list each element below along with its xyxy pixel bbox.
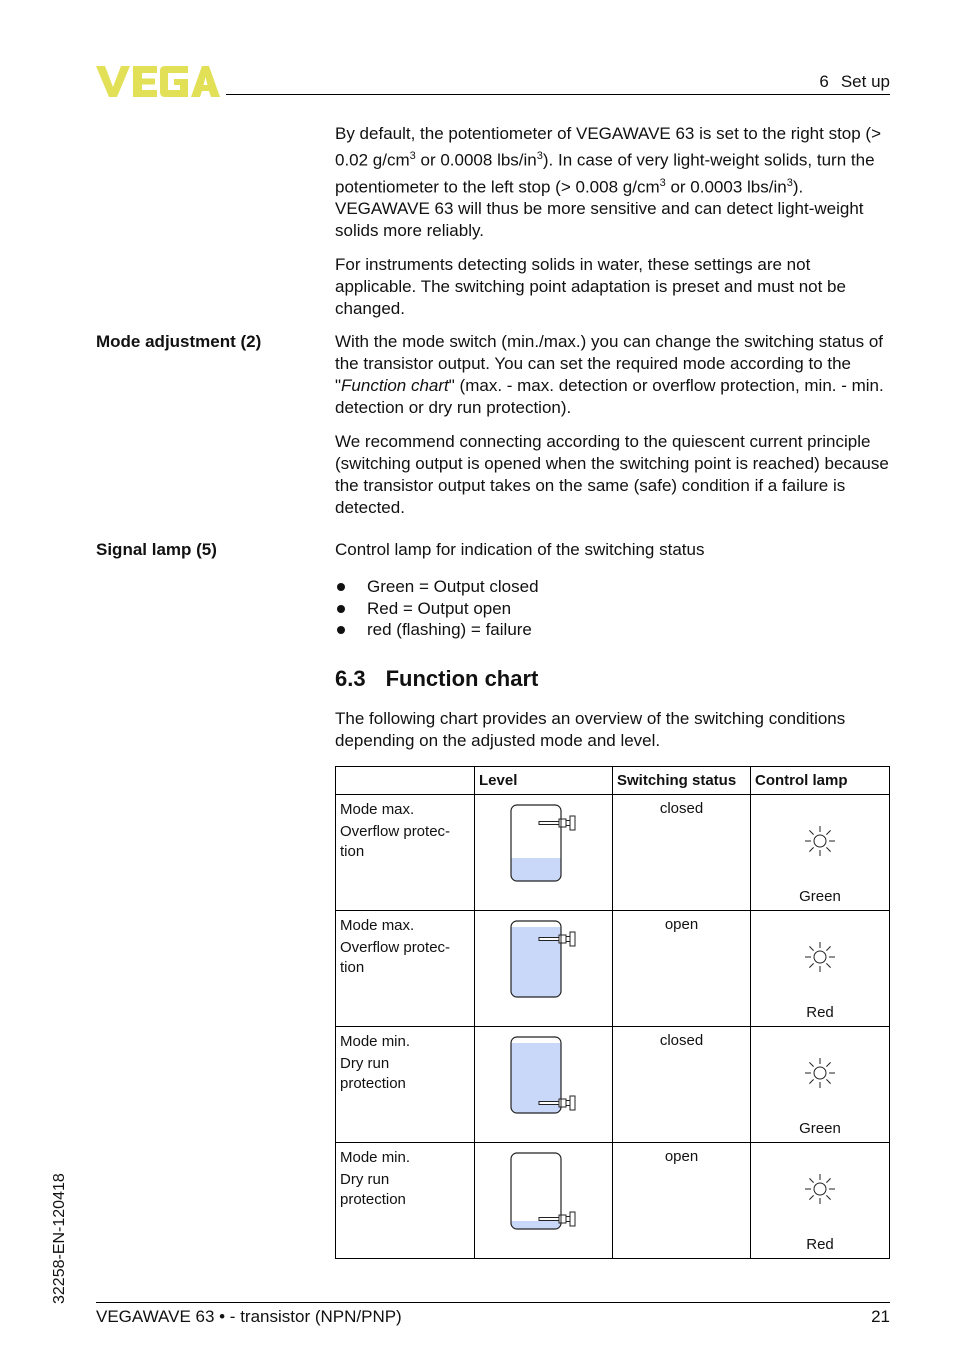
footer-product: VEGAWAVE 63 • - transistor (NPN/PNP)	[96, 1307, 402, 1326]
intro-paragraph-1: By default, the potentiometer of VEGAWAVE 63 is set to the right stop (> 0.02 $g/cm^3$ or 0.0008 lbs/$in^3$). In case of very light-weight solids, turn the potentiometer to the left stop (> 0.008 $g/cm^3$ or 0.0003 lbs/$in^3$). VEGAWAVE 63 will thus be more sensitive and can detect light-weight solids more reliably.	[335, 124, 882, 241]
vessel-level-icon	[506, 1035, 582, 1115]
mode-cell	[336, 795, 475, 911]
intro-text	[335, 123, 891, 320]
signal-lamp-label: Signal lamp (5)	[96, 540, 217, 559]
liquid-fill	[511, 1221, 561, 1229]
mode-label: Mode min.	[340, 1149, 411, 1166]
mode-label: Mode max.	[340, 801, 415, 818]
level-cell	[475, 1143, 613, 1259]
mode-adjustment-paragraph-2: We recommend connecting according to the quiescent current principle (switching output is opened when the switching point is reached) because the transistor output takes on the same (safe) condition if a failure is detected.	[335, 432, 889, 517]
mode-adjustment-paragraph-1: With the mode switch (min./max.) you can change the switching status of the transistor output. You can set the required mode according to the "Function chart" (max. - max. detection or overflow protection, min. - min. detection or dry run protection).	[335, 332, 884, 417]
lamp-icon	[803, 824, 837, 858]
mode-adjustment-text	[335, 331, 891, 519]
table-row	[336, 1143, 890, 1259]
footer-rule	[96, 1302, 890, 1303]
table-row	[336, 795, 890, 911]
control-lamp-cell	[751, 1143, 890, 1259]
signal-lamp-bullets	[335, 576, 539, 641]
mode-detail: Overflow protec- tion	[340, 939, 451, 976]
header-rule	[226, 94, 890, 95]
lamp-icon	[803, 1056, 837, 1090]
mode-label: Mode min.	[340, 1033, 411, 1050]
mode-adjustment-label: Mode adjustment (2)	[96, 332, 262, 351]
section-title: Set up	[840, 72, 890, 91]
switching-status-cell: open	[613, 911, 751, 1027]
section-number: 6	[819, 72, 829, 91]
section-heading: 6.3 Function chart	[335, 666, 539, 691]
vega-logo	[96, 66, 220, 98]
column-header: Control lamp	[751, 767, 890, 795]
signal-lamp-text: Control lamp for indication of the switching status	[335, 540, 705, 559]
mode-label: Mode max.	[340, 917, 415, 934]
mode-cell	[336, 911, 475, 1027]
control-lamp-cell	[751, 795, 890, 911]
column-header	[336, 767, 475, 795]
switching-status-cell: closed	[613, 1027, 751, 1143]
lamp-color-label: Red	[806, 1236, 834, 1253]
control-lamp-cell	[751, 1027, 890, 1143]
lamp-color-label: Red	[806, 1004, 834, 1021]
bullet-item: Red = Output open	[335, 598, 539, 620]
running-header	[819, 72, 890, 92]
bullet-item: red (flashing) = failure	[335, 619, 539, 641]
column-header: Switching status	[613, 767, 751, 795]
control-lamp-cell	[751, 911, 890, 1027]
lamp-color-label: Green	[799, 888, 841, 905]
vessel-level-icon	[506, 803, 582, 883]
mode-cell	[336, 1143, 475, 1259]
vessel-level-icon	[506, 919, 582, 999]
intro-paragraph-2: For instruments detecting solids in water, these settings are not applicable. The switching point adaptation is preset and must not be changed.	[335, 255, 846, 319]
switching-status-cell: closed	[613, 795, 751, 911]
function-chart-intro: The following chart provides an overview of the switching conditions depending on the adjusted mode and level.	[335, 709, 846, 750]
mode-cell	[336, 1027, 475, 1143]
switching-status-cell: open	[613, 1143, 751, 1259]
mode-detail: Dry run protection	[340, 1055, 406, 1092]
table-row	[336, 911, 890, 1027]
table-row	[336, 1027, 890, 1143]
mode-detail: Overflow protec- tion	[340, 823, 451, 860]
mode-detail: Dry run protection	[340, 1171, 406, 1208]
bullet-item: Green = Output closed	[335, 576, 539, 598]
lamp-icon	[803, 1172, 837, 1206]
lamp-color-label: Green	[799, 1120, 841, 1137]
level-cell	[475, 1027, 613, 1143]
table-header-row	[336, 767, 890, 795]
column-header: Level	[475, 767, 613, 795]
function-chart-table	[335, 766, 890, 1259]
page-number: 21	[871, 1307, 890, 1326]
liquid-fill	[511, 858, 561, 881]
level-sensor-icon	[539, 816, 575, 830]
document-code: 32258-EN-120418	[51, 1173, 68, 1304]
level-cell	[475, 911, 613, 1027]
lamp-icon	[803, 940, 837, 974]
level-cell	[475, 795, 613, 911]
vessel-level-icon	[506, 1151, 582, 1231]
